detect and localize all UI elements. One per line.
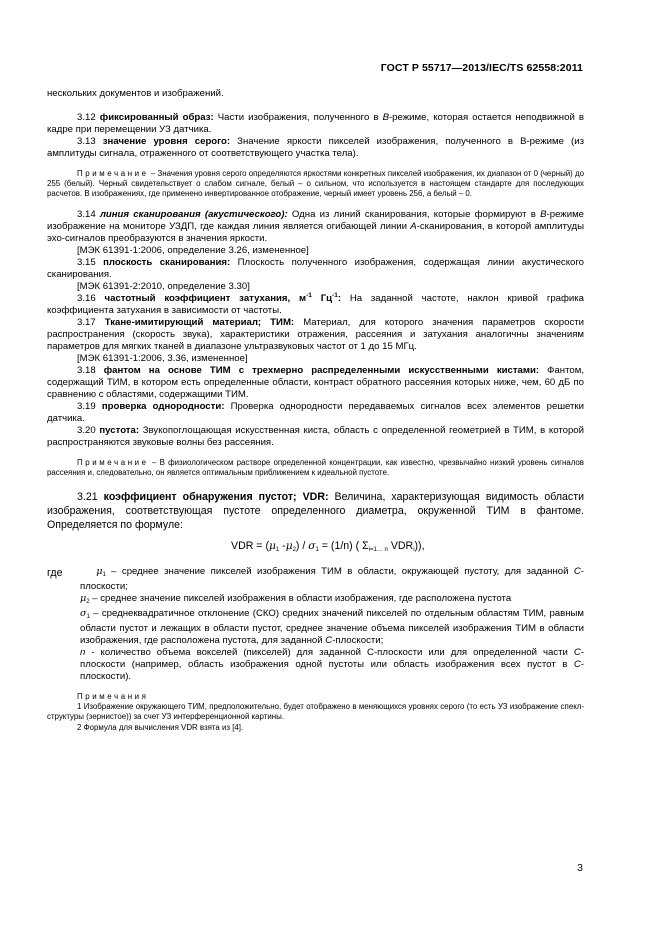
vdr-formula: VDR = ($\mu_1$ $-\mu_2) / \sigma_1 = (1/n)$ ( $\Sigma_{i=1\dots n}$ $VDR_i$)), [231, 540, 425, 554]
notes-label: Примечания [77, 692, 149, 702]
def-mu1: $\mu_1$ – среднее значение пикселей изображения ТИМ в области, окружающей пустоту, для заданной C-плоскости; [80, 566, 584, 593]
term-3-13: 3.13 значение уровня серого: Значение яркости пикселей изображения, полученного в B-режиме (из амплитуды сигнала, отраженного от соответствующего участка тела). [47, 136, 584, 159]
formula-definitions [47, 566, 584, 683]
term-3-19: 3.19 проверка однородности: Проверка однородности передаваемых сигналов всех элементов решетки датчика. [47, 400, 584, 424]
document-header: ГОСТ Р 55717—2013/IEC/TS 62558:2011 [380, 62, 583, 74]
term-3-21: 3.21 коэффициент обнаружения пустот; VDR: Величина, характеризующая видимость области изображения, соответствующая пустоте определенного диаметра, окруженной ТИМ в фантоме. Определяется по формуле: [47, 491, 584, 532]
note-2: 2 Формула для вычисления VDR взята из [4]. [77, 722, 244, 732]
term-3-17: 3.17 Ткане-имитирующий материал; ТИМ: Материал, для которого значения параметров скорости распространения (скорость звука), характеристики отражения, рассеяния и затухания аналогичны значениям параметров для мягких тканей в диапазоне ультразвуковых частот от 1 до 15 МГц. [47, 316, 584, 352]
continued-text: нескольких документов и изображений. [47, 88, 224, 99]
term-3-20: 3.20 пустота: Звукопоглощающая искусственная киста, область с определенной геометрией в ТИМ, в которой распространяются звуковые волны без рассеяния. [47, 424, 584, 448]
note-gray-level: Примечание – Значения уровня серого определяются яркостями конкретных пикселей изображения, их диапазон от 0 (черный) до 255 (белый). Черный свидетельствует о слабом сигнале, белый – о сильном, что используется в настоящем стандарте для последующих расчетов. В изображениях, где применено инвертированное отображение, черный имеет уровень 256, а белый – 0. [47, 169, 584, 199]
notes-block [47, 692, 584, 733]
note-void: Примечание – В физиологическом растворе определенной концентрации, как известно, чрезвычайно низкий уровень сигналов рассеяния и, следовательно, он является оптимальным приближением к идеальной пустоте. [47, 457, 584, 477]
term-3-14: 3.14 линия сканирования (акустического): Одна из линий сканирования, которые формируют в B-режиме изображение на мониторе УЗДП, где каждая линия является огибающей линии A-сканирования, в которой амплитуды эхо-сигналов преобразуются в значения яркости. [47, 208, 585, 244]
ref-3-15: [МЭК 61391-2:2010, определение 3.30] [77, 280, 250, 292]
def-mu2: $\mu_2$ – среднее значение пикселей изображения в области изображения, где расположена пустота [80, 593, 512, 606]
note-1: 1 Изображение окружающего ТИМ, предположительно, будет отображено в меняющихся уровнях серого (то есть УЗ изображение спекл-структуры (зернистое)) за счет УЗ интерференционной картины. [47, 702, 584, 722]
def-sigma1: $\sigma_1$ – среднеквадратичное отклонение (СКО) средних значений пикселей по отдельным областям ТИМ, равным области пустот и лежащих в области пустот, среднее значение объема пикселей изображения ТИМ в области изображения, где расположена пустота, для заданной C-плоскости; [80, 608, 584, 647]
term-3-15: 3.15 плоскость сканирования: Плоскость полученного изображения, содержащая линии акустического сканирования. [47, 256, 584, 280]
page-content [47, 88, 584, 733]
term-3-16: 3.16 частотный коэффициент затухания, $м^{-1}$ $Гц^{-1}$: На заданной частоте, наклон кривой графика коэффициента затухания в зависимости от частоты. [47, 291, 584, 316]
page-number: 3 [577, 862, 583, 874]
ref-3-17: [МЭК 61391-1:2006, 3.36, измененное] [77, 352, 248, 364]
def-n: n - количество объема вокселей (пикселей) для заданной С-плоскости или для определенной части C-плоскости (например, область изображения одной пустоты или область изображения всех пустот в C-плоскости). [80, 647, 584, 683]
where-label: где [47, 567, 63, 580]
term-3-12: 3.12 фиксированный образ: Части изображения, полученного в B-режиме, которая остается неподвижной в кадре при перемещении УЗ датчика. [47, 112, 584, 135]
ref-3-14: [МЭК 61391-1:2006, определение 3.26, измененное] [77, 244, 309, 256]
term-3-18: 3.18 фантом на основе ТИМ с трехмерно распределенными искусственными кистами: Фантом, содержащий ТИМ, в котором есть определенные области, контраст обратного рассеяния которых ниже, чем, 60 дБ по сравнению с областями, содержащими ТИМ. [47, 364, 584, 400]
